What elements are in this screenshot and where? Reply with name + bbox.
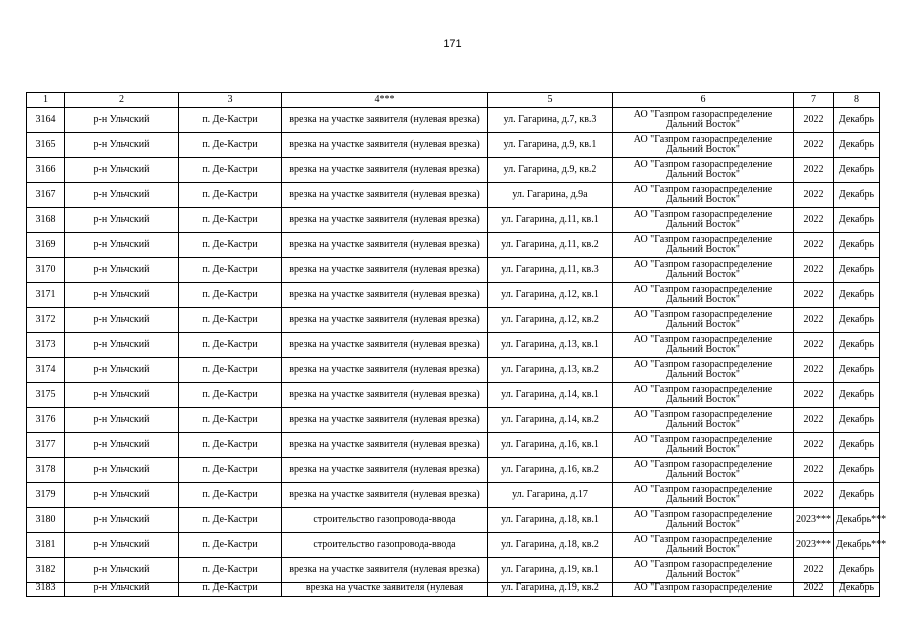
- month-cell: Декабрь: [834, 233, 880, 258]
- table-row: [27, 333, 880, 358]
- settlement-cell: п. Де-Кастри: [179, 158, 282, 183]
- district-cell: р-н Ульчский: [65, 508, 179, 533]
- row-number-cell: 3172: [27, 308, 65, 333]
- organization-cell: АО "Газпром газораспределение Дальний Восток": [613, 283, 794, 308]
- settlement-cell: п. Де-Кастри: [179, 508, 282, 533]
- year-cell: 2022: [794, 558, 834, 583]
- work-type-cell: строительство газопровода-ввода: [282, 508, 488, 533]
- month-cell: Декабрь: [834, 483, 880, 508]
- settlement-cell: п. Де-Кастри: [179, 558, 282, 583]
- organization-cell: АО "Газпром газораспределение Дальний Восток": [613, 208, 794, 233]
- year-cell: 2022: [794, 383, 834, 408]
- address-cell: ул. Гагарина, д.13, кв.2: [488, 358, 613, 383]
- work-type-cell: врезка на участке заявителя (нулевая врезка): [282, 408, 488, 433]
- address-cell: ул. Гагарина, д.7, кв.3: [488, 108, 613, 133]
- month-cell: Декабрь***: [834, 508, 880, 533]
- month-cell: Декабрь: [834, 158, 880, 183]
- organization-cell: АО "Газпром газораспределение Дальний Восток": [613, 358, 794, 383]
- table-row: [27, 308, 880, 333]
- address-cell: ул. Гагарина, д.9, кв.1: [488, 133, 613, 158]
- district-cell: р-н Ульчский: [65, 358, 179, 383]
- work-type-cell: врезка на участке заявителя (нулевая врезка): [282, 133, 488, 158]
- row-number-cell: 3176: [27, 408, 65, 433]
- work-type-cell: врезка на участке заявителя (нулевая врезка): [282, 108, 488, 133]
- work-type-cell: врезка на участке заявителя (нулевая врезка): [282, 158, 488, 183]
- address-cell: ул. Гагарина, д.12, кв.2: [488, 308, 613, 333]
- row-number-cell: 3165: [27, 133, 65, 158]
- column-header: 6: [613, 93, 794, 108]
- year-cell: 2022: [794, 208, 834, 233]
- address-cell: ул. Гагарина, д.11, кв.3: [488, 258, 613, 283]
- address-cell: ул. Гагарина, д.12, кв.1: [488, 283, 613, 308]
- settlement-cell: п. Де-Кастри: [179, 133, 282, 158]
- settlement-cell: п. Де-Кастри: [179, 233, 282, 258]
- table-row: [27, 458, 880, 483]
- row-number-cell: 3173: [27, 333, 65, 358]
- address-cell: ул. Гагарина, д.18, кв.2: [488, 533, 613, 558]
- settlement-cell: п. Де-Кастри: [179, 208, 282, 233]
- organization-cell: АО "Газпром газораспределение Дальний Восток": [613, 308, 794, 333]
- settlement-cell: п. Де-Кастри: [179, 533, 282, 558]
- table-row: [27, 558, 880, 583]
- header-row: [27, 93, 880, 108]
- address-cell: ул. Гагарина, д.9а: [488, 183, 613, 208]
- row-number-cell: 3166: [27, 158, 65, 183]
- year-cell: 2022: [794, 158, 834, 183]
- column-header: 5: [488, 93, 613, 108]
- table-row: [27, 133, 880, 158]
- row-number-cell: 3175: [27, 383, 65, 408]
- district-cell: р-н Ульчский: [65, 383, 179, 408]
- work-type-cell: врезка на участке заявителя (нулевая врезка): [282, 558, 488, 583]
- organization-cell: АО "Газпром газораспределение Дальний Восток": [613, 333, 794, 358]
- organization-cell: АО "Газпром газораспределение Дальний Восток": [613, 233, 794, 258]
- year-cell: 2022: [794, 458, 834, 483]
- work-type-cell: врезка на участке заявителя (нулевая врезка): [282, 483, 488, 508]
- organization-cell: АО "Газпром газораспределение Дальний Восток": [613, 258, 794, 283]
- work-type-cell: врезка на участке заявителя (нулевая врезка): [282, 283, 488, 308]
- year-cell: 2023***: [794, 508, 834, 533]
- settlement-cell: п. Де-Кастри: [179, 283, 282, 308]
- year-cell: 2022: [794, 183, 834, 208]
- table-row: [27, 183, 880, 208]
- year-cell: 2022: [794, 233, 834, 258]
- month-cell: Декабрь: [834, 408, 880, 433]
- column-header: 2: [65, 93, 179, 108]
- row-number-cell: 3169: [27, 233, 65, 258]
- work-type-cell: врезка на участке заявителя (нулевая врезка): [282, 383, 488, 408]
- month-cell: Декабрь: [834, 308, 880, 333]
- row-number-cell: 3178: [27, 458, 65, 483]
- organization-cell: АО "Газпром газораспределение Дальний Восток": [613, 133, 794, 158]
- row-number-cell: 3167: [27, 183, 65, 208]
- column-header: 8: [834, 93, 880, 108]
- district-cell: р-н Ульчский: [65, 233, 179, 258]
- settlement-cell: п. Де-Кастри: [179, 383, 282, 408]
- year-cell: 2023***: [794, 533, 834, 558]
- settlement-cell: п. Де-Кастри: [179, 358, 282, 383]
- row-number-cell: 3168: [27, 208, 65, 233]
- settlement-cell: п. Де-Кастри: [179, 333, 282, 358]
- month-cell: Декабрь: [834, 358, 880, 383]
- table-row: [27, 233, 880, 258]
- address-cell: ул. Гагарина, д.17: [488, 483, 613, 508]
- table-row: [27, 158, 880, 183]
- settlement-cell: п. Де-Кастри: [179, 108, 282, 133]
- year-cell: 2022: [794, 433, 834, 458]
- row-number-cell: 3177: [27, 433, 65, 458]
- address-cell: ул. Гагарина, д.16, кв.2: [488, 458, 613, 483]
- settlement-cell: п. Де-Кастри: [179, 433, 282, 458]
- address-cell: ул. Гагарина, д.13, кв.1: [488, 333, 613, 358]
- year-cell: 2022: [794, 483, 834, 508]
- district-cell: р-н Ульчский: [65, 258, 179, 283]
- address-cell: ул. Гагарина, д.11, кв.1: [488, 208, 613, 233]
- table-row: [27, 258, 880, 283]
- district-cell: р-н Ульчский: [65, 158, 179, 183]
- row-number-cell: 3174: [27, 358, 65, 383]
- settlement-cell: п. Де-Кастри: [179, 183, 282, 208]
- work-type-cell: врезка на участке заявителя (нулевая врезка): [282, 258, 488, 283]
- organization-cell: АО "Газпром газораспределение Дальний Восток": [613, 483, 794, 508]
- organization-cell: АО "Газпром газораспределение: [613, 583, 794, 597]
- work-type-cell: врезка на участке заявителя (нулевая: [282, 583, 488, 597]
- year-cell: 2022: [794, 283, 834, 308]
- work-type-cell: врезка на участке заявителя (нулевая врезка): [282, 358, 488, 383]
- page-number: 171: [443, 38, 462, 50]
- address-cell: ул. Гагарина, д.14, кв.2: [488, 408, 613, 433]
- month-cell: Декабрь: [834, 108, 880, 133]
- row-number-cell: 3179: [27, 483, 65, 508]
- district-cell: р-н Ульчский: [65, 133, 179, 158]
- organization-cell: АО "Газпром газораспределение Дальний Восток": [613, 533, 794, 558]
- settlement-cell: п. Де-Кастри: [179, 258, 282, 283]
- work-type-cell: врезка на участке заявителя (нулевая врезка): [282, 333, 488, 358]
- table-row: [27, 533, 880, 558]
- organization-cell: АО "Газпром газораспределение Дальний Восток": [613, 433, 794, 458]
- address-cell: ул. Гагарина, д.11, кв.2: [488, 233, 613, 258]
- year-cell: 2022: [794, 258, 834, 283]
- month-cell: Декабрь: [834, 558, 880, 583]
- column-header: 1: [27, 93, 65, 108]
- row-number-cell: 3180: [27, 508, 65, 533]
- work-type-cell: врезка на участке заявителя (нулевая врезка): [282, 458, 488, 483]
- organization-cell: АО "Газпром газораспределение Дальний Восток": [613, 508, 794, 533]
- month-cell: Декабрь: [834, 258, 880, 283]
- month-cell: Декабрь: [834, 208, 880, 233]
- year-cell: 2022: [794, 333, 834, 358]
- work-type-cell: врезка на участке заявителя (нулевая врезка): [282, 233, 488, 258]
- month-cell: Декабрь: [834, 183, 880, 208]
- table-row: [27, 383, 880, 408]
- year-cell: 2022: [794, 583, 834, 597]
- table-row: [27, 433, 880, 458]
- table-row: [27, 108, 880, 133]
- settlement-cell: п. Де-Кастри: [179, 583, 282, 597]
- work-type-cell: строительство газопровода-ввода: [282, 533, 488, 558]
- month-cell: Декабрь: [834, 133, 880, 158]
- district-cell: р-н Ульчский: [65, 308, 179, 333]
- district-cell: р-н Ульчский: [65, 108, 179, 133]
- column-header: 7: [794, 93, 834, 108]
- row-number-cell: 3183: [27, 583, 65, 597]
- table-row: [27, 483, 880, 508]
- row-number-cell: 3170: [27, 258, 65, 283]
- district-cell: р-н Ульчский: [65, 283, 179, 308]
- year-cell: 2022: [794, 308, 834, 333]
- district-cell: р-н Ульчский: [65, 433, 179, 458]
- row-number-cell: 3181: [27, 533, 65, 558]
- table-row: [27, 208, 880, 233]
- data-table: [26, 92, 887, 597]
- table-row: [27, 358, 880, 383]
- work-type-cell: врезка на участке заявителя (нулевая врезка): [282, 183, 488, 208]
- year-cell: 2022: [794, 408, 834, 433]
- row-number-cell: 3164: [27, 108, 65, 133]
- work-type-cell: врезка на участке заявителя (нулевая врезка): [282, 208, 488, 233]
- month-cell: Декабрь: [834, 433, 880, 458]
- organization-cell: АО "Газпром газораспределение Дальний Восток": [613, 558, 794, 583]
- address-cell: ул. Гагарина, д.19, кв.2: [488, 583, 613, 597]
- organization-cell: АО "Газпром газораспределение Дальний Восток": [613, 183, 794, 208]
- row-number-cell: 3182: [27, 558, 65, 583]
- settlement-cell: п. Де-Кастри: [179, 408, 282, 433]
- year-cell: 2022: [794, 358, 834, 383]
- work-type-cell: врезка на участке заявителя (нулевая врезка): [282, 433, 488, 458]
- address-cell: ул. Гагарина, д.14, кв.1: [488, 383, 613, 408]
- table-row: [27, 583, 880, 597]
- month-cell: Декабрь: [834, 383, 880, 408]
- district-cell: р-н Ульчский: [65, 483, 179, 508]
- address-cell: ул. Гагарина, д.16, кв.1: [488, 433, 613, 458]
- month-cell: Декабрь: [834, 458, 880, 483]
- settlement-cell: п. Де-Кастри: [179, 483, 282, 508]
- district-cell: р-н Ульчский: [65, 183, 179, 208]
- organization-cell: АО "Газпром газораспределение Дальний Восток": [613, 408, 794, 433]
- address-cell: ул. Гагарина, д.18, кв.1: [488, 508, 613, 533]
- work-type-cell: врезка на участке заявителя (нулевая врезка): [282, 308, 488, 333]
- organization-cell: АО "Газпром газораспределение Дальний Восток": [613, 458, 794, 483]
- table-row: [27, 283, 880, 308]
- month-cell: Декабрь***: [834, 533, 880, 558]
- settlement-cell: п. Де-Кастри: [179, 308, 282, 333]
- table-body: [27, 108, 887, 597]
- district-cell: р-н Ульчский: [65, 533, 179, 558]
- column-header: 4***: [282, 93, 488, 108]
- year-cell: 2022: [794, 108, 834, 133]
- month-cell: Декабрь: [834, 333, 880, 358]
- address-cell: ул. Гагарина, д.9, кв.2: [488, 158, 613, 183]
- district-cell: р-н Ульчский: [65, 408, 179, 433]
- organization-cell: АО "Газпром газораспределение Дальний Восток": [613, 383, 794, 408]
- district-cell: р-н Ульчский: [65, 333, 179, 358]
- table-row: [27, 408, 880, 433]
- organization-cell: АО "Газпром газораспределение Дальний Восток": [613, 158, 794, 183]
- table-row: [27, 508, 880, 533]
- district-cell: р-н Ульчский: [65, 558, 179, 583]
- organization-cell: АО "Газпром газораспределение Дальний Восток": [613, 108, 794, 133]
- district-cell: р-н Ульчский: [65, 458, 179, 483]
- year-cell: 2022: [794, 133, 834, 158]
- month-cell: Декабрь: [834, 583, 880, 597]
- row-number-cell: 3171: [27, 283, 65, 308]
- settlement-cell: п. Де-Кастри: [179, 458, 282, 483]
- district-cell: р-н Ульчский: [65, 208, 179, 233]
- column-header: 3: [179, 93, 282, 108]
- district-cell: р-н Ульчский: [65, 583, 179, 597]
- address-cell: ул. Гагарина, д.19, кв.1: [488, 558, 613, 583]
- month-cell: Декабрь: [834, 283, 880, 308]
